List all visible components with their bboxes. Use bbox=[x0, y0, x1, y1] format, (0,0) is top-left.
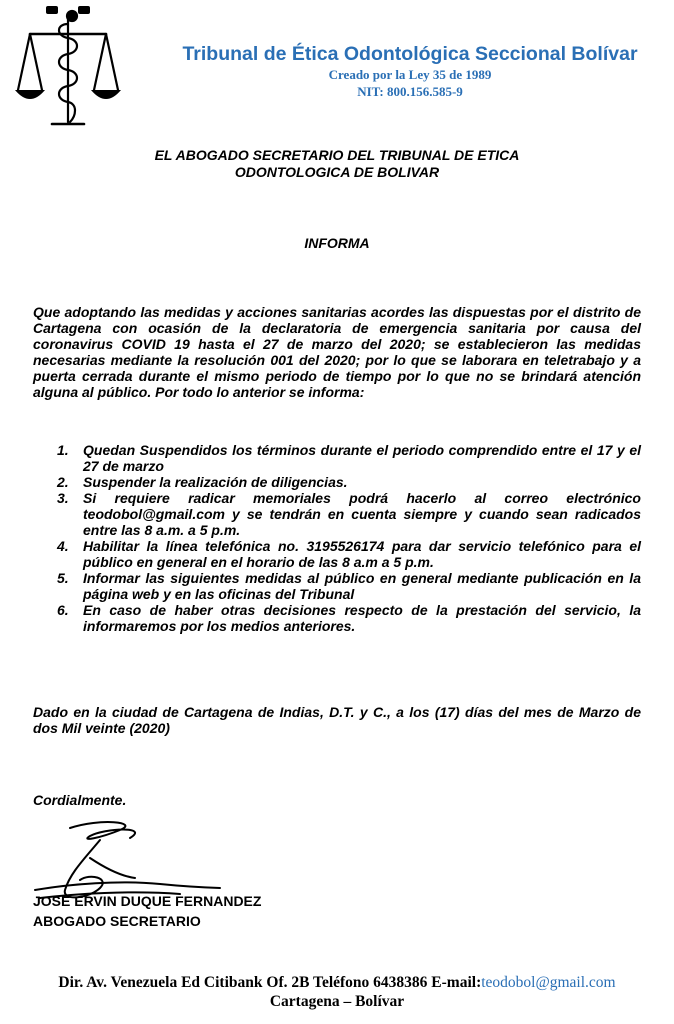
document-heading-line-2: ODONTOLOGICA DE BOLIVAR bbox=[234, 164, 440, 180]
creation-law: Creado por la Ley 35 de 1989 bbox=[328, 67, 492, 82]
list-item bbox=[33, 490, 641, 538]
list-item-text: Suspender la realización de diligencias. bbox=[83, 474, 348, 490]
list-item bbox=[33, 538, 641, 570]
footer-email-link[interactable]: teodobol@gmail.com bbox=[481, 974, 616, 991]
organization-name: Tribunal de Ética Odontológica Seccional Bolívar bbox=[182, 43, 638, 65]
informa-title: INFORMA bbox=[304, 235, 370, 251]
list-item-number: 2. bbox=[57, 474, 69, 490]
nit-number: NIT: 800.156.585-9 bbox=[357, 84, 463, 99]
signer-name: JOSE ERVIN DUQUE FERNANDEZ bbox=[33, 893, 262, 909]
list-item-number: 6. bbox=[57, 602, 69, 618]
closing-salutation: Cordialmente. bbox=[33, 792, 127, 808]
signer-title: ABOGADO SECRETARIO bbox=[33, 913, 201, 929]
list-item-text: En caso de haber otras decisiones respecto de la prestación del servicio, la informaremos por los medios anteriores. bbox=[83, 602, 641, 634]
list-item-number: 1. bbox=[57, 442, 69, 458]
document-heading-line-1: EL ABOGADO SECRETARIO DEL TRIBUNAL DE ETICA bbox=[154, 147, 520, 163]
scales-of-justice-logo-icon bbox=[12, 4, 124, 130]
footer-address bbox=[0, 974, 674, 992]
footer-city: Cartagena – Bolívar bbox=[269, 993, 405, 1010]
list-item-number: 5. bbox=[57, 570, 69, 586]
paragraph-text: Que adoptando las medidas y acciones sanitarias acordes las dispuestas por el distrito de Cartagena con ocasión de la declaratoria de emergencia sanitaria por causa del coronavirus COVID 19 hasta el 27 de marzo del 2020; se establecieron las medidas necesarias mediante la resolución 001 del 2020; por lo que se laborara en teletrabajo y a puerta cerrada durante el mismo periodo de tiempo por lo que no se brindará atención alguna al público. Por todo lo anterior se informa: bbox=[33, 304, 641, 400]
list-item-text: Informar las siguientes medidas al público en general mediante publicación en la página web y en las oficinas del Tribunal bbox=[83, 570, 641, 602]
list-item bbox=[33, 570, 641, 602]
list-item bbox=[33, 474, 641, 490]
date-statement: Dado en la ciudad de Cartagena de Indias, D.T. y C., a los (17) días del mes de Marzo de dos Mil veinte (2020) bbox=[33, 704, 641, 736]
list-item-number: 4. bbox=[57, 538, 69, 554]
list-item-text: Si requiere radicar memoriales podrá hacerlo al correo electrónico teodobol@gmail.com y se tendrán en cuenta siempre y cuando sean radicados entre las 8 a.m. a 5 p.m. bbox=[83, 490, 641, 538]
main-paragraph bbox=[33, 304, 641, 400]
measures-list bbox=[33, 442, 641, 634]
list-item-number: 3. bbox=[57, 490, 69, 506]
list-item bbox=[33, 602, 641, 634]
list-item-text: Quedan Suspendidos los términos durante el periodo comprendido entre el 17 y el 27 de marzo bbox=[83, 442, 641, 474]
list-item-text: Habilitar la línea telefónica no. 3195526174 para dar servicio telefónico para el público en general en el horario de las 8 a.m a 5 p.m. bbox=[83, 538, 641, 570]
list-item bbox=[33, 442, 641, 474]
footer-address-text: Dir. Av. Venezuela Ed Citibank Of. 2B Teléfono 6438386 E-mail: bbox=[58, 974, 482, 991]
